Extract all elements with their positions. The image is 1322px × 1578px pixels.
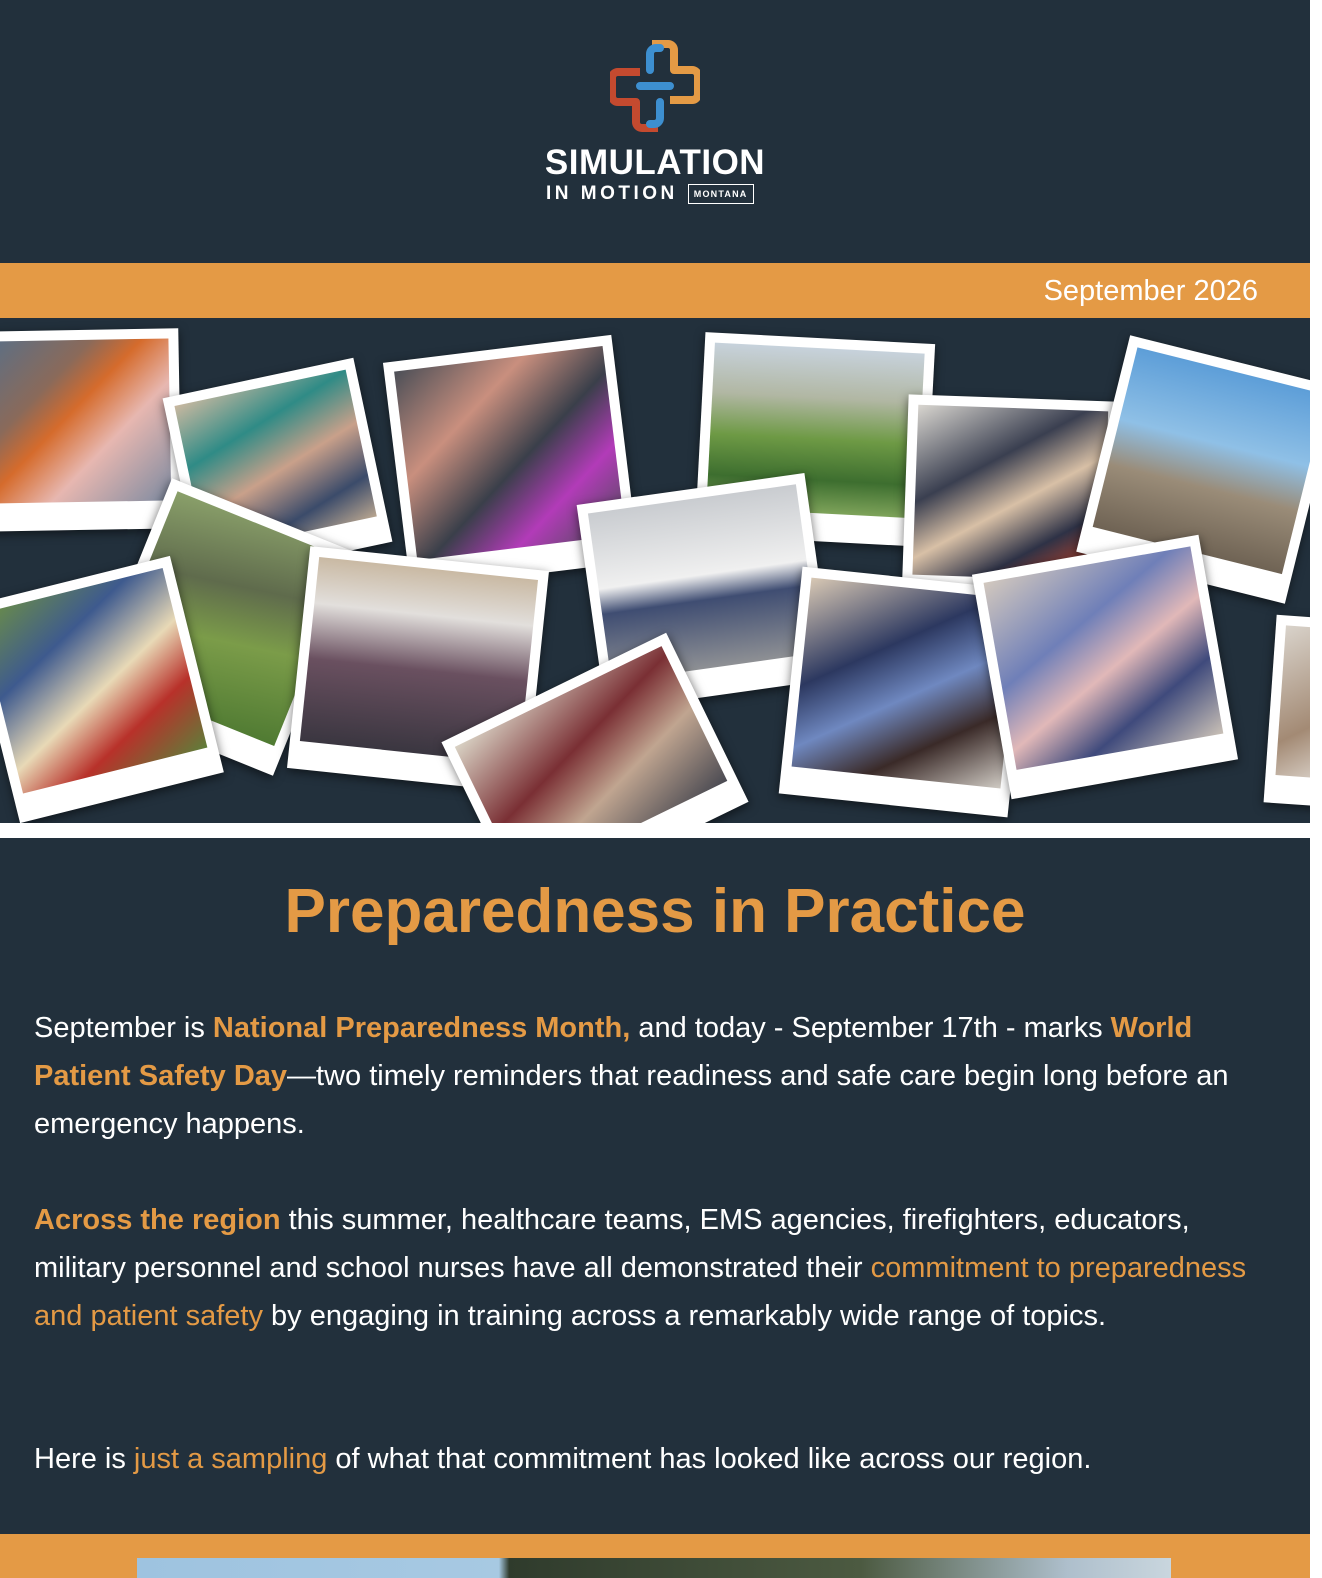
national-preparedness-month-link[interactable]: National Preparedness Month, [212, 1012, 631, 1044]
photo-field-rescue [1093, 347, 1310, 574]
brand-subtitle-text: IN MOTION [546, 183, 678, 204]
section-divider [0, 823, 1310, 838]
window-edge [1310, 0, 1322, 1578]
region-text-2: by engaging in training across a remarkably wide range of topics. [262, 1300, 1107, 1332]
region-text-1: this summer, healthcare teams, EMS agencies, firefighters, educators, military personnel and school nurses have all demonstrated their [34, 1204, 1190, 1284]
next-section-photo [137, 1558, 1171, 1578]
next-section-bar [0, 1534, 1310, 1578]
photo-car-extrication [588, 484, 820, 682]
article-heading: Preparedness in Practice [284, 877, 1026, 946]
paragraph-intro [34, 1004, 1274, 1148]
photo-classroom-sim [984, 546, 1224, 770]
paragraph-sampling [34, 1435, 1274, 1483]
commitment-link[interactable]: commitment to preparedness and patient safety [34, 1252, 1247, 1332]
issue-date: September 2026 [1043, 275, 1258, 307]
photo-ambulance-team [0, 338, 171, 503]
photo-grass-patient [0, 568, 207, 793]
paragraph-region [34, 1196, 1274, 1340]
intro-text-3: —two timely reminders that readiness and safe care begin long before an emergency happens. [34, 1060, 1229, 1140]
sampling-text-2: of what that commitment has looked like across our region. [327, 1443, 1092, 1475]
across-the-region-link[interactable]: Across the region [34, 1204, 281, 1236]
sampling-text-1: Here is [34, 1443, 134, 1475]
brand-badge: MONTANA [688, 184, 754, 204]
just-a-sampling-link[interactable]: just a sampling [133, 1443, 328, 1475]
intro-text-1: September is [34, 1012, 213, 1044]
brand-title: SIMULATION [544, 143, 766, 182]
photo-collage [0, 318, 1310, 823]
issue-date-bar [0, 263, 1310, 318]
polaroid-14 [1264, 615, 1310, 810]
header [0, 0, 1310, 263]
brand-subtitle [546, 182, 754, 206]
simulation-logo-icon [610, 40, 700, 132]
world-patient-safety-day-link[interactable]: World Patient Safety Day [34, 1012, 1193, 1092]
intro-text-2: and today - September 17th - marks [630, 1012, 1111, 1044]
photo-edge-partial [1275, 625, 1310, 780]
article-section [0, 838, 1310, 1534]
polaroid-13 [972, 535, 1238, 799]
polaroid-1 [0, 328, 182, 531]
